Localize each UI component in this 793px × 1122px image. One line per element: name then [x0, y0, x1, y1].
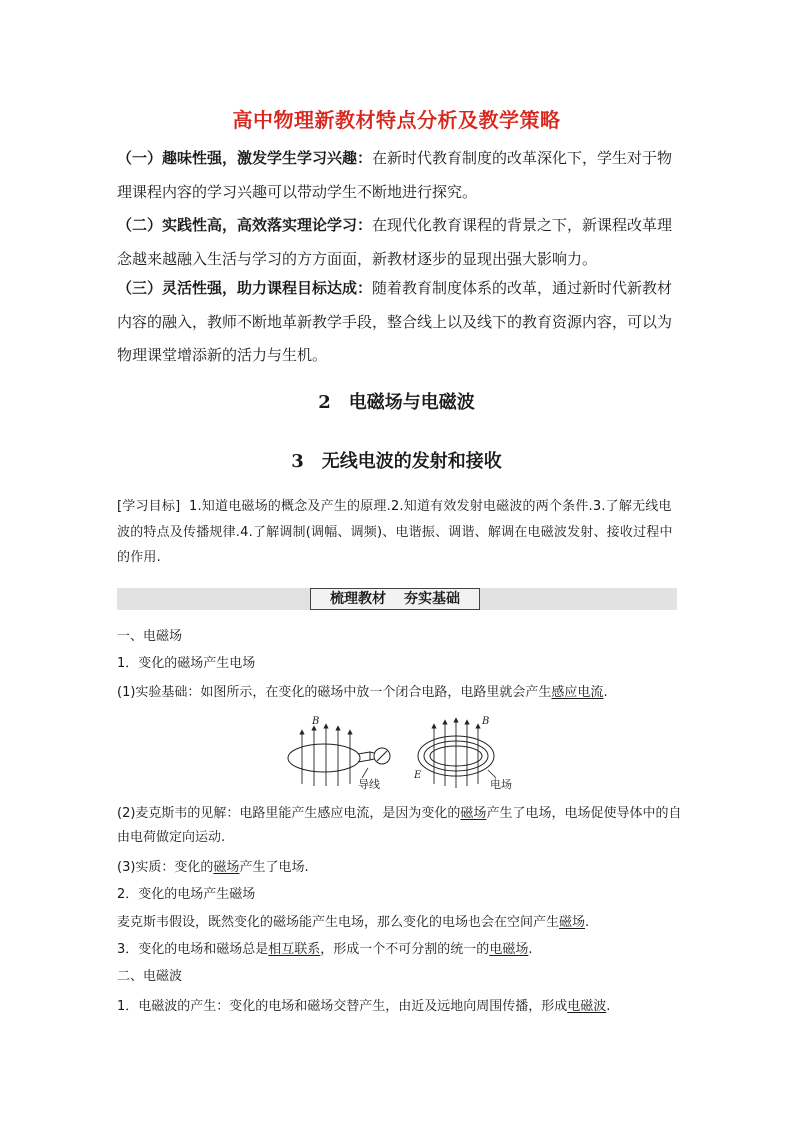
intro-heading: （三）灵活性强，助力课程目标达成： [117, 279, 373, 297]
text: (3)实质：变化的 [117, 860, 214, 875]
item-2-heading: 2．变化的电场产生磁场 [117, 887, 256, 902]
answer-blank: 相互联系 [268, 942, 321, 957]
answer-blank: 磁场 [559, 915, 586, 930]
section-heading [0, 447, 793, 473]
intro-body: 随着教育制度体系的改革，通过新时代新教材内容的融入，教师不断地革新教学手段，整合线上以及线下的教育资源内容，可以为物理课堂增添新的活力与生机。 [117, 279, 673, 364]
intro-body: 在新时代教育制度的改革深化下，学生对于物理课程内容的学习兴趣可以带动学生不断地进行探究。 [117, 149, 673, 201]
section-title: 无线电波的发射和接收 [321, 451, 502, 472]
banner-left-label: 梳理教材 [330, 591, 386, 607]
learning-objectives: [学习目标] 1.知道电磁场的概念及产生的原理.2.知道有效发射电磁波的两个条件.3.了解无线电波的特点及传播规律.4.了解调制(调幅、调频)、电谐振、调谐、解调在电磁波发射、接收过程中的作用. [117, 499, 673, 565]
intro-heading: （一）趣味性强，激发学生学习兴趣： [117, 149, 373, 167]
text: 产生了电场，电场促使导体中的自由电荷做定向运动. [117, 806, 682, 845]
item-1-3 [117, 856, 683, 880]
wire-label: 导线 [358, 778, 380, 791]
text: . [606, 999, 611, 1014]
answer-blank: 电磁波 [567, 999, 607, 1014]
answer-blank: 磁场 [460, 806, 487, 821]
induction-figure [284, 712, 514, 794]
section-number: 3 [291, 451, 304, 472]
e-label: E [414, 770, 422, 781]
intro-body: 在现代化教育课程的背景之下，新课程改革理念越来越融入生活与学习的方方面面，新教材逐步的显现出强大影响力。 [117, 216, 673, 268]
page-title: 高中物理新教材特点分析及教学策略 [232, 108, 561, 132]
chapter-heading [0, 388, 793, 414]
item-1-1 [117, 681, 683, 705]
intro-paragraph-3 [117, 272, 679, 373]
intro-heading: （二）实践性高，高效落实理论学习： [117, 216, 373, 234]
text: . [528, 942, 533, 957]
item-1-heading: 1．变化的磁场产生电场 [117, 656, 256, 671]
text: . [603, 685, 608, 700]
subheading-em-field: 一、电磁场 [117, 629, 183, 644]
b-label-left: B [312, 716, 320, 727]
text: (2)麦克斯韦的见解：电路里能产生感应电流，是因为变化的 [117, 806, 461, 821]
text: 麦克斯韦假设，既然变化的磁场能产生电场，那么变化的电场也会在空间产生 [117, 915, 560, 930]
chapter-number: 2 [318, 392, 331, 413]
field-label: 电场 [490, 778, 512, 791]
answer-blank: 磁场 [213, 860, 240, 875]
text: 3．变化的电场和磁场总是 [117, 942, 269, 957]
chapter-title: 电磁场与电磁波 [348, 392, 475, 413]
item-2-body [117, 911, 683, 935]
answer-blank: 感应电流 [551, 685, 604, 700]
item-3 [117, 938, 683, 962]
wave-item-1 [117, 995, 683, 1019]
answer-blank: 电磁场 [489, 942, 529, 957]
text: (1)实验基础：如图所示，在变化的磁场中放一个闭合电路，电路里就会产生 [117, 685, 552, 700]
section-banner [310, 588, 480, 610]
banner-right-label: 夯实基础 [404, 591, 460, 607]
intro-paragraph-1 [117, 142, 679, 209]
text: 产生了电场. [239, 860, 309, 875]
closed-circuit-diagram [288, 716, 390, 791]
induced-field-diagram [413, 716, 512, 791]
text: . [585, 915, 590, 930]
text: 1．电磁波的产生：变化的电场和磁场交替产生，由近及远地向周围传播，形成 [117, 999, 568, 1014]
intro-paragraph-2 [117, 209, 679, 276]
item-1-2 [117, 802, 683, 850]
subheading-em-wave: 二、电磁波 [117, 969, 183, 984]
text: ，形成一个不可分割的统一的 [320, 942, 490, 957]
b-label-right: B [482, 716, 490, 727]
